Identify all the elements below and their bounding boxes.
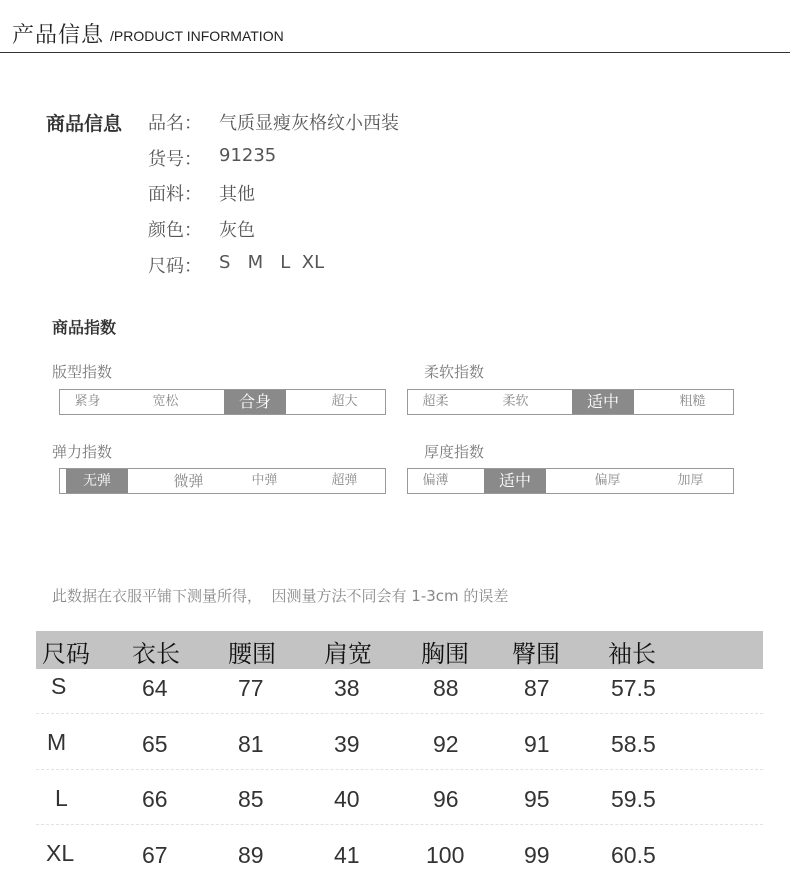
info-value-color: 灰色	[219, 220, 255, 241]
thickness-index-label: 厚度指数	[424, 443, 485, 461]
table-cell: S	[51, 673, 67, 699]
elasticity-index-label: 弹力指数	[52, 443, 113, 461]
table-header-cell: 臀围	[512, 640, 560, 668]
softness-index-scale	[407, 389, 734, 415]
fit-index-scale	[59, 389, 386, 415]
fit-index-label: 版型指数	[52, 363, 113, 381]
table-cell: 39	[334, 731, 360, 757]
table-cell: M	[47, 729, 67, 755]
table-cell: 64	[142, 675, 168, 701]
table-cell: 99	[524, 842, 550, 868]
table-cell: 41	[334, 842, 360, 868]
table-cell: 88	[433, 675, 459, 701]
thickness-option: 加厚	[677, 473, 704, 488]
row-divider	[36, 769, 763, 770]
elasticity-index-scale	[59, 468, 386, 494]
info-title: 商品信息	[46, 113, 123, 135]
info-label-color: 颜色：	[148, 220, 202, 241]
elasticity-option: 超弹	[331, 473, 358, 488]
table-cell: 95	[524, 786, 550, 812]
page-header	[0, 0, 790, 53]
table-cell: 58.5	[611, 731, 656, 757]
elasticity-option: 中弹	[251, 473, 278, 488]
info-label-fabric: 面料：	[148, 184, 202, 205]
table-header-cell: 尺码	[42, 640, 90, 668]
table-cell: XL	[46, 840, 75, 866]
fit-option: 超大	[331, 394, 358, 409]
table-cell: 67	[142, 842, 168, 868]
info-value-size: S M L XL	[219, 252, 325, 273]
table-cell: 60.5	[611, 842, 656, 868]
table-cell: 81	[238, 731, 264, 757]
row-divider	[36, 713, 763, 714]
row-divider	[36, 824, 763, 825]
table-cell: 96	[433, 786, 459, 812]
softness-index-label: 柔软指数	[424, 363, 485, 381]
table-cell: 59.5	[611, 786, 656, 812]
table-cell: 92	[433, 731, 459, 757]
table-header-cell: 胸围	[421, 640, 469, 668]
info-label-item-no: 货号：	[148, 149, 202, 170]
table-header-cell: 腰围	[228, 640, 276, 668]
softness-option: 粗糙	[679, 394, 706, 409]
softness-option-selected: 适中	[572, 390, 634, 414]
index-title: 商品指数	[52, 318, 117, 337]
softness-option: 超柔	[422, 394, 449, 409]
fit-option: 宽松	[152, 394, 179, 409]
measurement-note: 此数据在衣服平铺下测量所得， 因测量方法不同会有 1-3cm 的误差	[52, 587, 509, 605]
table-header-cell: 衣长	[132, 640, 180, 668]
table-cell: 66	[142, 786, 168, 812]
table-cell: 91	[524, 731, 550, 757]
thickness-option: 偏厚	[594, 473, 621, 488]
table-cell: 89	[238, 842, 264, 868]
fit-option: 紧身	[74, 394, 101, 409]
size-table	[36, 631, 763, 880]
softness-option: 柔软	[502, 394, 529, 409]
table-cell: 85	[238, 786, 264, 812]
table-cell: 100	[426, 842, 465, 868]
info-label-name: 品名：	[148, 113, 202, 134]
info-label-size: 尺码：	[148, 256, 202, 277]
info-value-name: 气质显瘦灰格纹小西装	[219, 113, 399, 134]
info-value-fabric: 其他	[219, 184, 255, 205]
thickness-index-scale	[407, 468, 734, 494]
table-cell: 38	[334, 675, 360, 701]
table-header-row	[36, 631, 763, 669]
elasticity-option: 微弹	[173, 472, 204, 490]
thickness-option-selected: 适中	[484, 469, 546, 493]
fit-option-selected: 合身	[224, 390, 286, 414]
elasticity-option-selected: 无弹	[66, 469, 128, 493]
table-cell: 40	[334, 786, 360, 812]
table-header-cell: 肩宽	[324, 640, 372, 668]
table-cell: 57.5	[611, 675, 656, 701]
page-subtitle: /PRODUCT INFORMATION	[110, 28, 284, 44]
table-cell: 87	[524, 675, 550, 701]
table-cell: 77	[238, 675, 264, 701]
page-title: 产品信息	[12, 23, 105, 48]
info-value-item-no: 91235	[219, 145, 277, 166]
table-header-cell: 袖长	[608, 640, 656, 668]
thickness-option: 偏薄	[422, 473, 449, 488]
table-cell: 65	[142, 731, 168, 757]
table-cell: L	[55, 785, 68, 811]
